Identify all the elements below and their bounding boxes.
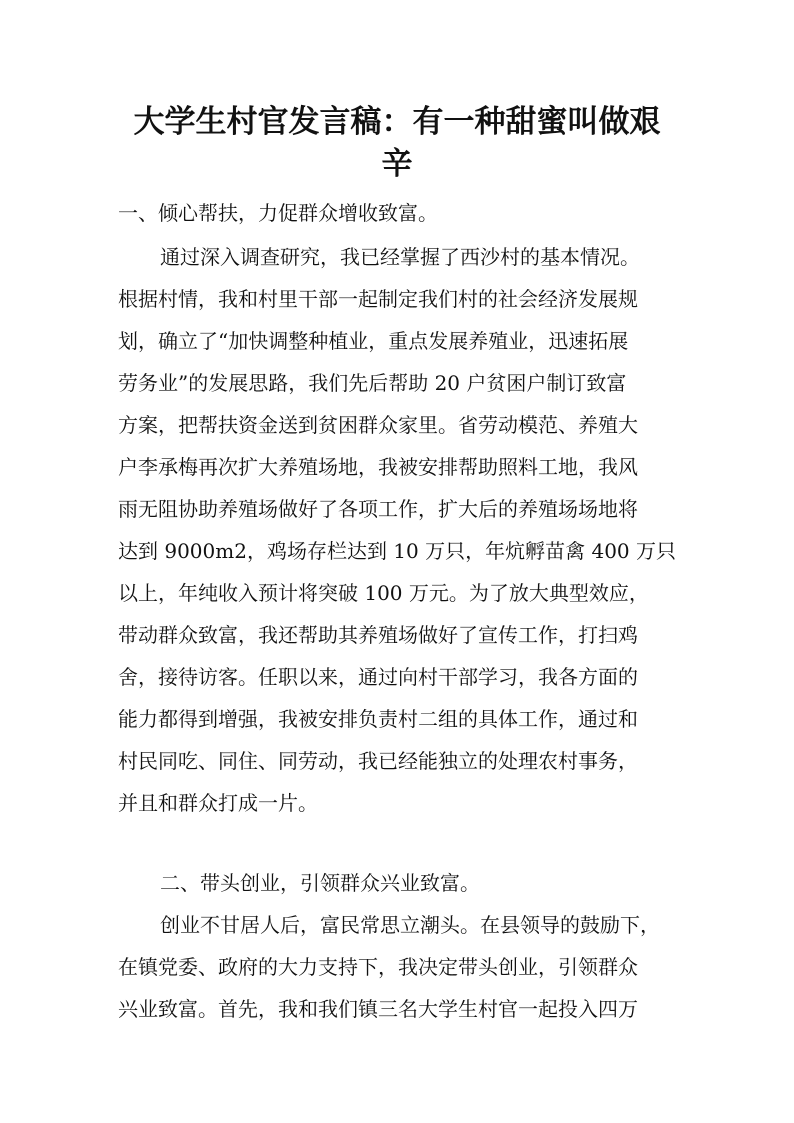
paragraph-line: 根据村情，我和村里干部一起制定我们村的社会经济发展规: [118, 287, 638, 311]
paragraph-line: 达到 9000m2，鸡场存栏达到 10 万只，年炕孵苗禽 400 万只: [118, 539, 676, 563]
paragraph-line: 创业不甘居人后，富民常思立潮头。在县领导的鼓励下，: [160, 913, 660, 937]
section-1-heading: 一、倾心帮扶，力促群众增收致富。: [118, 201, 438, 225]
paragraph-line: 村民同吃、同住、同劳动，我已经能独立的处理农村事务，: [118, 749, 638, 773]
document-title-line-2: 辛: [381, 146, 413, 182]
paragraph-line: 带动群众致富，我还帮助其养殖场做好了宣传工作，打扫鸡: [118, 623, 638, 647]
document-title-line-1: 大学生村官发言稿：有一种甜蜜叫做艰: [133, 104, 661, 140]
paragraph-line: 并且和群众打成一片。: [118, 791, 318, 815]
paragraph-line: 劳务业”的发展思路，我们先后帮助 20 户贫困户制订致富: [118, 371, 627, 395]
paragraph-line: 舍，接待访客。任职以来，通过向村干部学习，我各方面的: [118, 665, 638, 689]
paragraph-line: 以上，年纯收入预计将突破 100 万元。为了放大典型效应，: [118, 581, 649, 605]
paragraph-line: 户李承梅再次扩大养殖场地，我被安排帮助照料工地，我风: [118, 455, 638, 479]
paragraph-line: 能力都得到增强，我被安排负责村二组的具体工作，通过和: [118, 707, 638, 731]
paragraph-line: 通过深入调查研究，我已经掌握了西沙村的基本情况。: [160, 245, 640, 269]
paragraph-line: 兴业致富。首先，我和我们镇三名大学生村官一起投入四万: [118, 997, 638, 1021]
section-2-heading: 二、带头创业，引领群众兴业致富。: [160, 871, 480, 895]
paragraph-line: 在镇党委、政府的大力支持下，我决定带头创业，引领群众: [118, 955, 638, 979]
paragraph-line: 方案，把帮扶资金送到贫困群众家里。省劳动模范、养殖大: [118, 413, 638, 437]
paragraph-line: 划，确立了“加快调整种植业，重点发展养殖业，迅速拓展: [118, 329, 629, 353]
paragraph-line: 雨无阻协助养殖场做好了各项工作，扩大后的养殖场场地将: [118, 497, 638, 521]
